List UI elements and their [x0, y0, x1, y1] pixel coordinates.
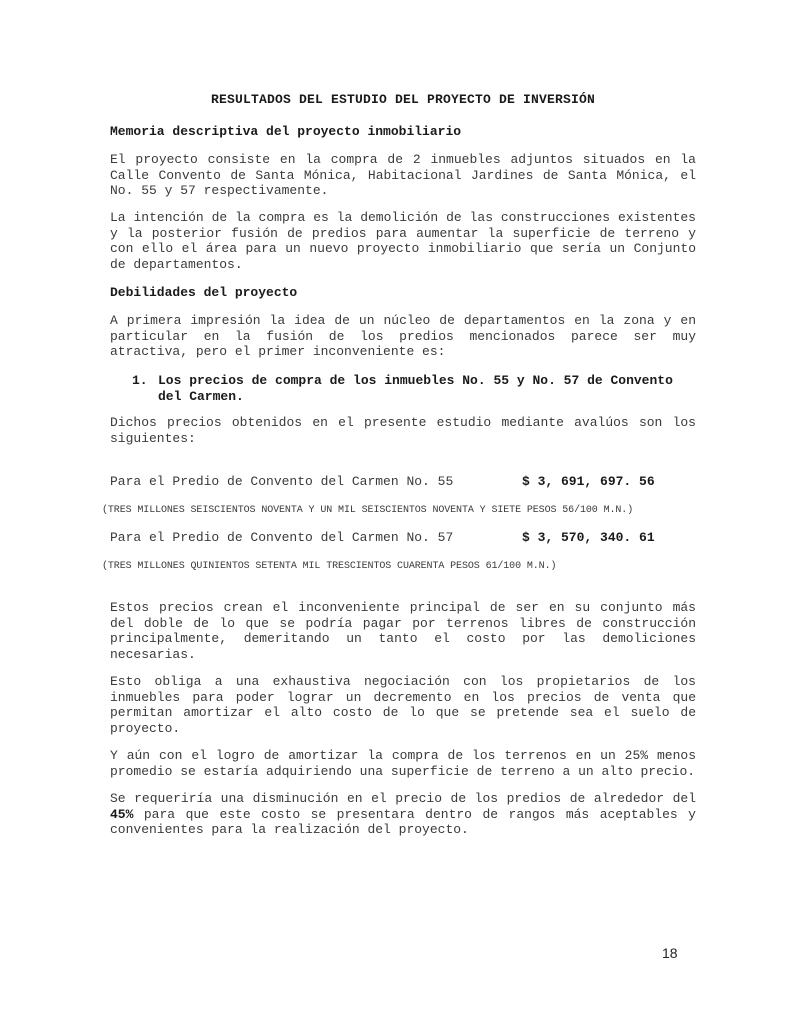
price-words-55: (TRES MILLONES SEISCIENTOS NOVENTA Y UN MIL SEISCIENTOS NOVENTA Y SIETE PESOS 56/100 M.N.): [102, 505, 634, 516]
paragraph-appraisal-prices: Dichos precios obtenidos en el presente estudio mediante avalúos son los siguientes:: [110, 415, 696, 446]
price-amount-55: $ 3, 691, 697. 56: [522, 474, 655, 489]
price-label-57: Para el Predio de Convento del Carmen No. 57: [110, 530, 454, 545]
price-row-predio-55: [110, 474, 696, 489]
section-heading-debilidades: Debilidades del proyecto: [110, 285, 298, 300]
price-row-predio-57: [110, 530, 696, 545]
paragraph-amortization: Y aún con el logro de amortizar la compra de los terrenos en un 25% menos promedio se estaría adquiriendo una superficie de terreno a un alto precio.: [110, 748, 696, 779]
price-label-55: Para el Predio de Convento del Carmen No. 55: [110, 474, 454, 489]
price-amount-57: $ 3, 570, 340. 61: [522, 530, 655, 545]
paragraph-price-inconvenience: Estos precios crean el inconveniente principal de ser en su conjunto más del doble de lo que se podría pagar por terrenos libres de construcción principalmente, demeritando un tanto el costo por las demoliciones necesarias.: [110, 600, 696, 662]
page-title: RESULTADOS DEL ESTUDIO DEL PROYECTO DE INVERSIÓN: [210, 92, 596, 107]
paragraph-price-reduction-start: Se requeriría una disminución en el precio de los predios de alrededor del: [110, 791, 696, 806]
paragraph-price-reduction-end: para que este costo se presentara dentro de rangos más aceptables y convenientes para la realización del proyecto.: [110, 806, 696, 837]
list-item-text: Los precios de compra de los inmuebles No. 55 y No. 57 de Convento del Carmen.: [158, 373, 673, 404]
paragraph-negotiation: Esto obliga a una exhaustiva negociación con los propietarios de los inmuebles para poder lograr un decremento en los precios de venta que permitan amortizar el alto costo de lo que se pretende sea el suelo de proyecto.: [110, 674, 696, 736]
paragraph-purchase-intention: La intención de la compra es la demolición de las construcciones existentes y la posterior fusión de predios para aumentar la superficie de terreno y con ello el área para un nuevo proyecto inmobiliario que sería un Conjunto de departamentos.: [110, 210, 696, 272]
paragraph-first-impression: A primera impresión la idea de un núcleo de departamentos en la zona y en particular en la fusión de los predios mencionados parece ser muy atractiva, pero el primer inconveniente es:: [110, 313, 696, 359]
list-item-number: 1.: [132, 373, 148, 388]
paragraph-price-reduction: [110, 791, 696, 838]
list-item-purchase-prices: [132, 373, 696, 404]
section-heading-memoria: Memoria descriptiva del proyecto inmobiliario: [110, 124, 462, 139]
reduction-percentage: 45%: [110, 806, 134, 822]
page-number: 18: [662, 945, 678, 961]
paragraph-project-description: El proyecto consiste en la compra de 2 inmuebles adjuntos situados en la Calle Convento de Santa Mónica, Habitacional Jardines de Santa Mónica, el No. 55 y 57 respectivamente.: [110, 152, 696, 198]
price-words-57: (TRES MILLONES QUINIENTOS SETENTA MIL TRESCIENTOS CUARENTA PESOS 61/100 M.N.): [102, 561, 557, 572]
